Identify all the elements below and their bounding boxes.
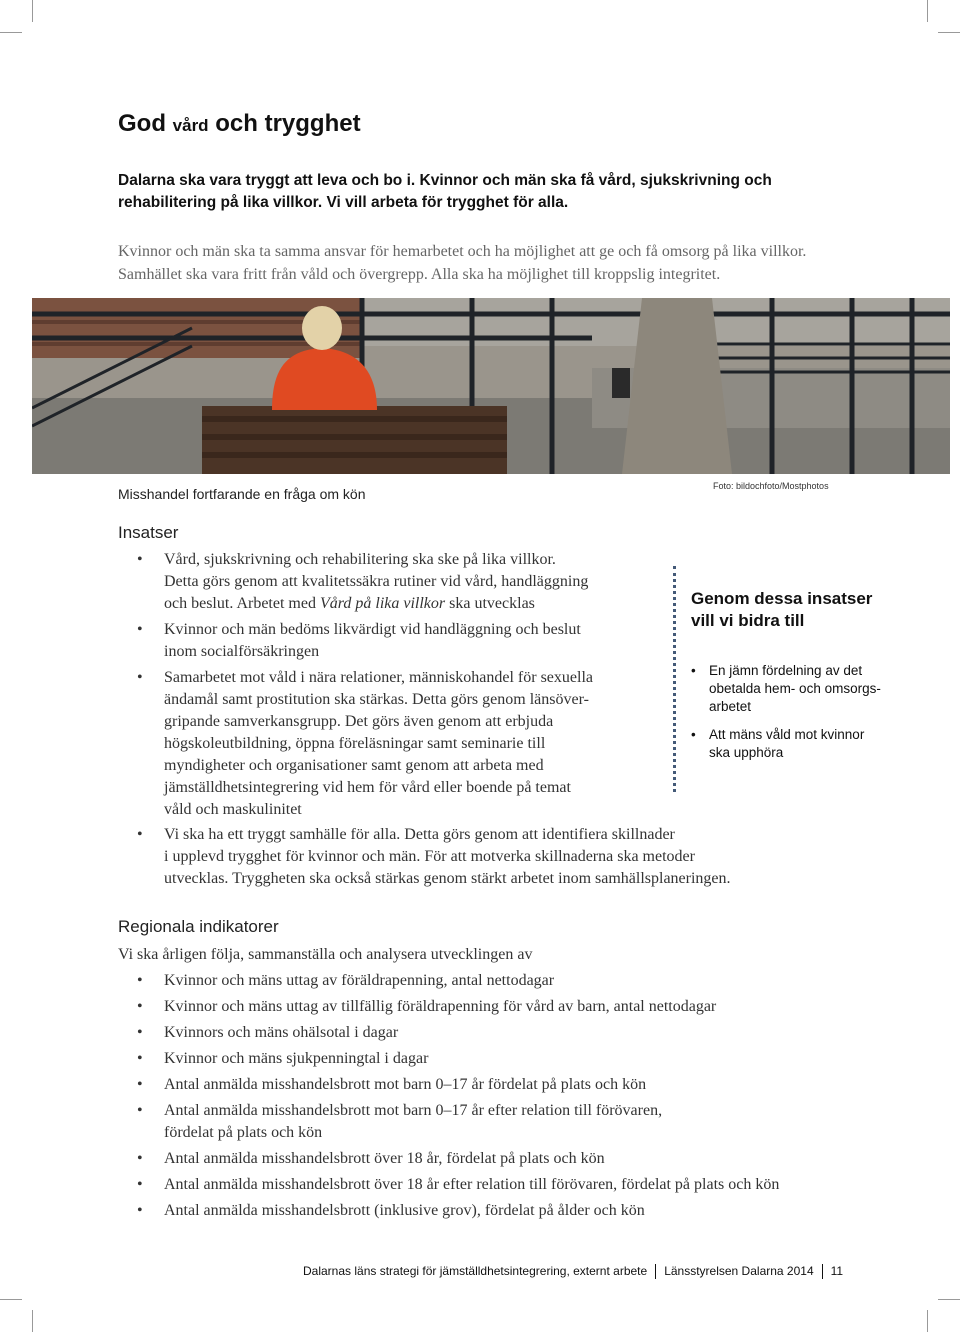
- page-number: 11: [830, 1264, 844, 1278]
- indicators-list: [118, 970, 779, 1222]
- lead-paragraph: Dalarna ska vara tryggt att leva och bo i. Kvinnor och män ska få vård, sjukskrivning och rehabilitering på lika villkor. Vi vill arbeta för trygghet för alla.: [118, 172, 772, 211]
- footer-separator: [822, 1264, 823, 1279]
- page-title: God vård och trygghet: [118, 110, 361, 137]
- list-item: • Vi ska ha ett tryggt samhälle för alla. Detta görs genom att identifiera skillnader i upplevd trygghet för kvinnor och män. För att motverka skillnaderna ska metoder utvecklas. Tryggheten ska också stärkas genom stärkt arbetet inom samhällsplaneringen.: [118, 824, 731, 890]
- crop-mark: [938, 32, 960, 33]
- list-item: • Kvinnor och män bedöms likvärdigt vid handläggning och beslut inom socialförsäkringen: [118, 619, 731, 663]
- section-title-insatser: Insatser: [118, 523, 179, 542]
- list-item: • Antal anmälda misshandelsbrott över 18 år efter relation till förövaren, fördelat på plats och kön: [118, 1174, 779, 1196]
- crop-mark: [927, 1310, 928, 1332]
- crop-mark: [0, 1299, 22, 1300]
- list-item: • Kvinnors och mäns ohälsotal i dagar: [118, 1022, 779, 1044]
- sidebar-goals-list: [691, 662, 931, 772]
- crop-mark: [927, 0, 928, 22]
- insatser-list: [118, 549, 731, 890]
- list-item: • Kvinnor och mäns sjukpenningtal i dagar: [118, 1048, 779, 1070]
- footer-organisation: Länsstyrelsen Dalarna 2014: [664, 1264, 814, 1278]
- photo-credit: Foto: bildochfoto/Mostphotos: [713, 481, 829, 491]
- sidebar-title: Genom dessa insatser vill vi bidra till: [691, 589, 873, 630]
- list-item: • Vård, sjukskrivning och rehabilitering ska ske på lika villkor. Detta görs genom att kvalitetssäkra rutiner vid vård, handläggning och beslut. Arbetet med Vård på lika villkor ska utvecklas: [118, 549, 731, 615]
- sidebar-divider: [673, 566, 676, 792]
- indicators-intro: Vi ska årligen följa, sammanställa och analysera utvecklingen av: [118, 946, 533, 963]
- list-item: • Antal anmälda misshandelsbrott mot barn 0–17 år efter relation till förövaren, fördelat på plats och kön: [118, 1100, 779, 1144]
- list-item: • Antal anmälda misshandelsbrott över 18 år, fördelat på plats och kön: [118, 1148, 779, 1170]
- crop-mark: [938, 1299, 960, 1300]
- list-item: • Samarbetet mot våld i nära relationer, människohandel för sexuella ändamål samt prostitution ska stärkas. Detta görs genom länsöver- gripande samverkansgrupp. Det görs även genom att erbjuda högskoleutbildning, öppna föreläsningar samt seminarie till myndigheter och organisationer samt genom att arbeta med jämställdhetsintegrering vid hem för vård eller boende på temat våld och maskulinitet: [118, 667, 731, 821]
- list-item: • Kvinnor och mäns uttag av föräldrapenning, antal nettodagar: [118, 970, 779, 992]
- list-item: • En jämn fördelning av det obetalda hem- och omsorgs- arbetet: [691, 662, 931, 716]
- list-item: • Antal anmälda misshandelsbrott mot barn 0–17 år fördelat på plats och kön: [118, 1074, 779, 1096]
- crop-mark: [32, 0, 33, 22]
- crop-mark: [0, 32, 22, 33]
- crop-mark: [32, 1310, 33, 1332]
- photo-caption: Misshandel fortfarande en fråga om kön: [118, 486, 366, 502]
- footer-separator: [655, 1264, 656, 1279]
- section-title-indikatorer: Regionala indikatorer: [118, 917, 279, 936]
- list-item: • Antal anmälda misshandelsbrott (inklusive grov), fördelat på ålder och kön: [118, 1200, 779, 1222]
- footer-doc-title: Dalarnas läns strategi för jämställdhetsintegrering, externt arbete: [303, 1264, 648, 1278]
- intro-paragraph: Kvinnor och män ska ta samma ansvar för hemarbetet och ha möjlighet att ge och få omsorg på lika villkor. Samhället ska vara fritt från våld och övergrepp. Alla ska ha möjlighet till kroppslig integritet.: [118, 243, 807, 283]
- photo-woman-on-bench: [32, 298, 950, 474]
- list-item: • Att mäns våld mot kvinnor ska upphöra: [691, 726, 931, 762]
- list-item: • Kvinnor och mäns uttag av tillfällig föräldrapenning för vård av barn, antal nettodagar: [118, 996, 779, 1018]
- page-footer: [303, 1264, 843, 1279]
- photo-illustration: [32, 298, 950, 474]
